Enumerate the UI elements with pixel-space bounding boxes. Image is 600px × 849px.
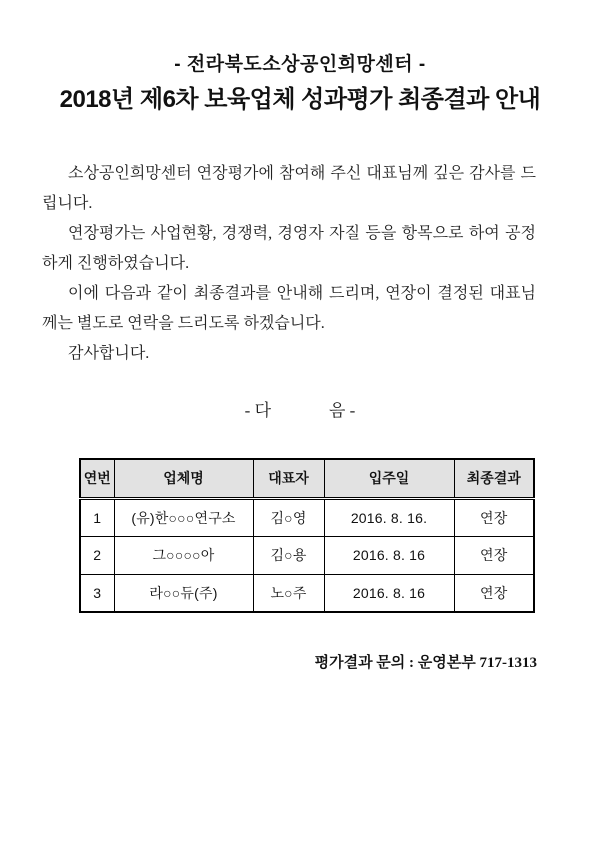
table-row [80,536,534,574]
body-paragraph: 소상공인희망센터 연장평가에 참여해 주신 대표님께 깊은 감사를 드립니다. [42,165,536,212]
table-cell: 그○○○○아 [114,536,253,574]
divider-right: 음 - [329,401,356,420]
contact-info: 평가결과 문의 : 운영본부 717-1313 [314,655,537,671]
table-cell: 연장 [454,498,534,536]
table-cell: 2 [80,536,114,574]
body-text [42,159,536,369]
table-cell: 2016. 8. 16 [324,536,454,574]
org-title: - 전라북도소상공인희망센터 - [174,54,426,75]
table-cell: 연장 [454,536,534,574]
divider-left: - 다 [244,401,271,420]
table-cell: 김○용 [253,536,324,574]
table-cell: 연장 [454,574,534,612]
table-body [80,498,534,612]
body-paragraph: 이에 다음과 같이 최종결과를 안내해 드리며, 연장이 결정된 대표님께는 별도로 연락을 드리도록 하겠습니다. [42,285,536,332]
column-header: 최종결과 [454,459,534,498]
column-header: 연번 [80,459,114,498]
body-paragraph: 감사합니다. [68,345,150,362]
table-cell: 3 [80,574,114,612]
section-divider [0,396,600,421]
column-header: 대표자 [253,459,324,498]
table-header-row [80,459,534,498]
results-table [79,458,535,613]
table-cell: 2016. 8. 16. [324,498,454,536]
column-header: 업체명 [114,459,253,498]
body-paragraph: 연장평가는 사업현황, 경쟁력, 경영자 자질 등을 항목으로 하여 공정하게 진행하였습니다. [42,225,536,272]
table-cell: 노○주 [253,574,324,612]
table-cell: 2016. 8. 16 [324,574,454,612]
table-row [80,574,534,612]
table-cell: 라○○듀(주) [114,574,253,612]
table-cell: 1 [80,498,114,536]
table-cell: 김○영 [253,498,324,536]
table-row [80,498,534,536]
page-title: 2018년 제6차 보육업체 성과평가 최종결과 안내 [59,86,541,113]
column-header: 입주일 [324,459,454,498]
table-cell: (유)한○○○연구소 [114,498,253,536]
